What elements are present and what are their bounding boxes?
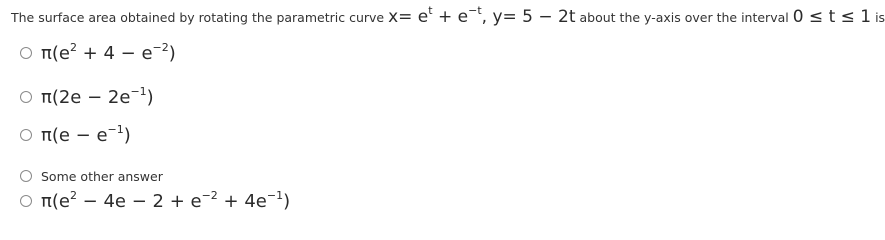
radio-button[interactable]: [20, 129, 32, 141]
answer-option-1[interactable]: [20, 41, 176, 65]
x-equation: $x= e^t + e^{-t}$, y= 5 − 2t: [388, 4, 576, 27]
radio-button[interactable]: [20, 91, 32, 103]
option-label: $\pi(e^2 + 4 - e^{-2})$: [41, 40, 176, 64]
radio-button[interactable]: [20, 170, 32, 182]
interval: 0 ≤ t ≤ 1: [792, 7, 872, 27]
question-tail: is: [871, 10, 885, 25]
question-mid: about the y-axis over the interval: [575, 10, 793, 25]
option-label: $\pi(2e - 2e^{-1})$: [41, 84, 154, 108]
question-lead: The surface area obtained by rotating the parametric curve: [11, 10, 389, 25]
answer-option-5[interactable]: [20, 189, 290, 213]
radio-button[interactable]: [20, 47, 32, 59]
answer-option-4[interactable]: [20, 164, 163, 188]
answer-option-3[interactable]: [20, 123, 131, 147]
radio-button[interactable]: [20, 195, 32, 207]
question-text: [11, 4, 885, 29]
option-label: $\pi(e - e^{-1})$: [41, 122, 131, 146]
option-label: Some other answer: [41, 168, 163, 184]
option-label: $\pi(e^2 - 4e - 2 + e^{-2} + 4e^{-1})$: [41, 188, 291, 212]
answer-option-2[interactable]: [20, 85, 154, 109]
